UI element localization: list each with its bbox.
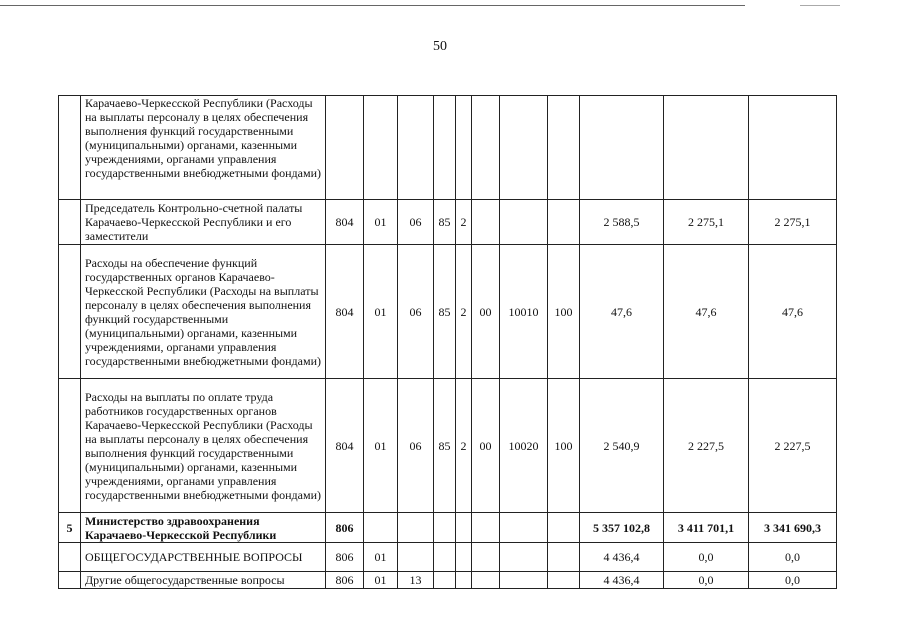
code-event [472,572,500,589]
code-section: 01 [364,572,398,589]
amount-year-2: 0,0 [664,572,749,589]
code-direction: 10010 [500,245,548,379]
code-section: 01 [364,379,398,513]
code-section: 01 [364,200,398,245]
row-index [59,96,81,200]
code-subsection [398,543,434,572]
code-subprogram: 2 [456,379,472,513]
top-rule-fragment [800,5,840,6]
amount-year-3: 47,6 [749,245,837,379]
amount-year-3: 0,0 [749,572,837,589]
row-name: Расходы на выплаты по оплате труда работников государственных органов Карачаево-Черкесской Республики (Расходы на выплаты персоналу в целях обеспечения выполнения функций государственными (муниципальными) органами, казенными учреждениями, органами управления государственными внебюджетными фондами) [81,379,326,513]
row-index: 5 [59,513,81,543]
code-program [434,572,456,589]
amount-year-2: 2 275,1 [664,200,749,245]
amount-year-3: 3 341 690,3 [749,513,837,543]
code-program [434,96,456,200]
code-section [364,513,398,543]
row-index [59,379,81,513]
code-direction [500,96,548,200]
row-name: Другие общегосударственные вопросы [81,572,326,589]
table-row [59,379,837,513]
code-section: 01 [364,245,398,379]
code-direction [500,200,548,245]
amount-year-3 [749,96,837,200]
row-name: Расходы на обеспечение функций государственных органов Карачаево-Черкесской Республики (Расходы на выплаты персоналу в целях обеспечения выполнения функций государственными (муниципальными) органами, казенными учреждениями, органами управления государственными внебюджетными фондами) [81,245,326,379]
code-direction [500,572,548,589]
amount-year-1 [580,96,664,200]
code-event [472,513,500,543]
code-ministry: 804 [326,200,364,245]
code-expense-type [548,543,580,572]
code-direction: 10020 [500,379,548,513]
row-index [59,543,81,572]
amount-year-1: 4 436,4 [580,572,664,589]
code-expense-type [548,96,580,200]
table-row [59,572,837,589]
code-program: 85 [434,379,456,513]
table-row [59,245,837,379]
code-ministry: 804 [326,379,364,513]
amount-year-3: 2 275,1 [749,200,837,245]
code-event: 00 [472,245,500,379]
amount-year-3: 0,0 [749,543,837,572]
code-subprogram: 2 [456,245,472,379]
code-subprogram: 2 [456,200,472,245]
code-subsection: 06 [398,200,434,245]
amount-year-2: 2 227,5 [664,379,749,513]
code-event [472,200,500,245]
code-direction [500,543,548,572]
amount-year-1: 4 436,4 [580,543,664,572]
code-program: 85 [434,200,456,245]
top-rule [0,5,745,6]
table-row [59,513,837,543]
code-event [472,96,500,200]
table-row [59,96,837,200]
code-expense-type: 100 [548,379,580,513]
row-name: ОБЩЕГОСУДАРСТВЕННЫЕ ВОПРОСЫ [81,543,326,572]
code-section: 01 [364,543,398,572]
code-event: 00 [472,379,500,513]
code-program [434,513,456,543]
code-program: 85 [434,245,456,379]
code-ministry [326,96,364,200]
row-name: Карачаево-Черкесской Республики (Расходы на выплаты персоналу в целях обеспечения выполнения функций государственными (муниципальными) органами, казенными учреждениями, органами управления государственными внебюджетными фондами) [81,96,326,200]
table-row [59,543,837,572]
amount-year-1: 2 588,5 [580,200,664,245]
code-subprogram [456,543,472,572]
row-name: Министерство здравоохранения Карачаево-Черкесской Республики [81,513,326,543]
row-name: Председатель Контрольно-счетной палаты Карачаево-Черкесской Республики и его заместители [81,200,326,245]
code-event [472,543,500,572]
code-expense-type [548,572,580,589]
page-number: 50 [433,39,447,54]
code-expense-type [548,513,580,543]
amount-year-2: 3 411 701,1 [664,513,749,543]
code-expense-type [548,200,580,245]
code-section [364,96,398,200]
amount-year-3: 2 227,5 [749,379,837,513]
code-subprogram [456,513,472,543]
amount-year-2: 0,0 [664,543,749,572]
amount-year-1: 5 357 102,8 [580,513,664,543]
row-index [59,572,81,589]
code-subsection: 06 [398,245,434,379]
amount-year-1: 47,6 [580,245,664,379]
code-subprogram [456,96,472,200]
row-index [59,200,81,245]
code-expense-type: 100 [548,245,580,379]
code-ministry: 806 [326,543,364,572]
table-row [59,200,837,245]
code-ministry: 806 [326,513,364,543]
code-subprogram [456,572,472,589]
amount-year-2 [664,96,749,200]
code-ministry: 806 [326,572,364,589]
row-index [59,245,81,379]
code-direction [500,513,548,543]
code-ministry: 804 [326,245,364,379]
amount-year-2: 47,6 [664,245,749,379]
code-program [434,543,456,572]
code-subsection: 06 [398,379,434,513]
amount-year-1: 2 540,9 [580,379,664,513]
code-subsection [398,513,434,543]
code-subsection: 13 [398,572,434,589]
code-subsection [398,96,434,200]
budget-table [58,95,837,589]
